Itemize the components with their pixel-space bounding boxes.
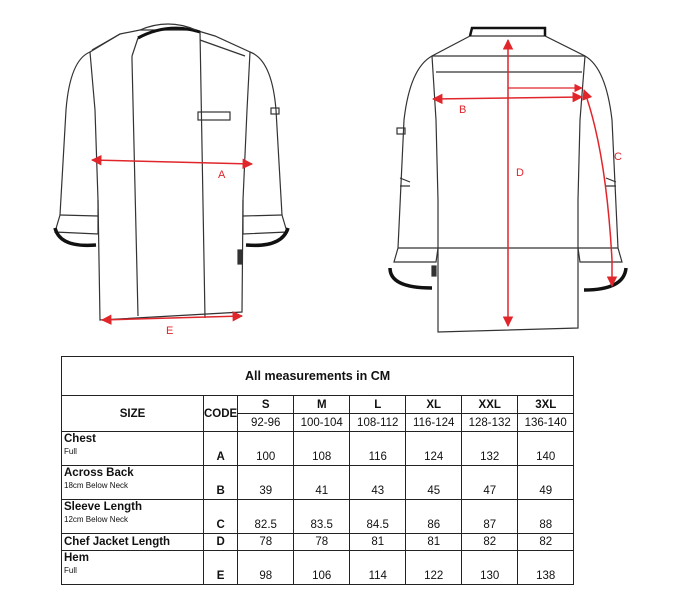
table-row xyxy=(62,551,574,585)
back-right-cuff xyxy=(584,268,626,290)
back-left-sleeve xyxy=(394,56,438,262)
row-note: 18cm Below Neck xyxy=(64,481,129,490)
cell-value: 78 xyxy=(238,534,294,551)
cell-value: 84.5 xyxy=(350,500,406,534)
row-name: Hem xyxy=(64,552,89,564)
cell-value: 87 xyxy=(462,500,518,534)
size-header: SIZE xyxy=(62,396,204,432)
row-note: 12cm Below Neck xyxy=(64,515,129,524)
cell-value: 108 xyxy=(294,432,350,466)
range-l: 108-112 xyxy=(350,414,406,432)
size-3xl: 3XL xyxy=(518,396,574,414)
cell-value: 140 xyxy=(518,432,574,466)
chest-pocket xyxy=(198,112,230,120)
row-label xyxy=(62,432,204,466)
cell-value: 114 xyxy=(350,551,406,585)
row-code: C xyxy=(204,500,238,534)
measure-a xyxy=(92,160,252,181)
table-row xyxy=(62,500,574,534)
cell-value: 47 xyxy=(462,466,518,500)
row-note: Full xyxy=(64,566,77,575)
measure-d xyxy=(508,40,524,326)
cell-value: 81 xyxy=(406,534,462,551)
row-name: Chest xyxy=(64,433,96,445)
range-3xl: 136-140 xyxy=(518,414,574,432)
cell-value: 98 xyxy=(238,551,294,585)
row-code: B xyxy=(204,466,238,500)
row-label xyxy=(62,466,204,500)
row-note: Full xyxy=(64,447,77,456)
size-m: M xyxy=(294,396,350,414)
range-xxl: 128-132 xyxy=(462,414,518,432)
row-label xyxy=(62,551,204,585)
row-name: Chef Jacket Length xyxy=(64,536,171,548)
cell-value: 100 xyxy=(238,432,294,466)
back-collar xyxy=(470,28,545,36)
code-header: CODE xyxy=(204,396,238,432)
cell-value: 81 xyxy=(350,534,406,551)
table-row xyxy=(62,432,574,466)
cell-value: 49 xyxy=(518,466,574,500)
cell-value: 116 xyxy=(350,432,406,466)
cell-value: 82 xyxy=(462,534,518,551)
cell-value: 106 xyxy=(294,551,350,585)
cell-value: 138 xyxy=(518,551,574,585)
row-code: D xyxy=(204,534,238,551)
row-code: E xyxy=(204,551,238,585)
table-row xyxy=(62,466,574,500)
size-chart-table xyxy=(61,356,574,585)
front-left-cuff xyxy=(55,228,96,245)
label-a: A xyxy=(218,169,226,181)
range-m: 100-104 xyxy=(294,414,350,432)
row-label xyxy=(62,534,204,551)
front-left-sleeve xyxy=(55,52,98,234)
size-s: S xyxy=(238,396,294,414)
row-code: A xyxy=(204,432,238,466)
row-name: Sleeve Length xyxy=(64,501,142,513)
size-header-row xyxy=(62,396,574,414)
cell-value: 122 xyxy=(406,551,462,585)
cell-value: 45 xyxy=(406,466,462,500)
cell-value: 82.5 xyxy=(238,500,294,534)
cell-value: 83.5 xyxy=(294,500,350,534)
size-xl: XL xyxy=(406,396,462,414)
size-xxl: XXL xyxy=(462,396,518,414)
cell-value: 82 xyxy=(518,534,574,551)
cell-value: 130 xyxy=(462,551,518,585)
label-c: C xyxy=(614,151,622,163)
range-s: 92-96 xyxy=(238,414,294,432)
row-label xyxy=(62,500,204,534)
label-e: E xyxy=(166,325,174,337)
cell-value: 43 xyxy=(350,466,406,500)
cell-value: 86 xyxy=(406,500,462,534)
range-xl: 116-124 xyxy=(406,414,462,432)
label-b: B xyxy=(459,104,467,116)
cell-value: 132 xyxy=(462,432,518,466)
front-body-outline xyxy=(90,30,250,320)
table-title: All measurements in CM xyxy=(62,357,574,396)
back-left-cuff xyxy=(390,268,432,288)
front-right-sleeve xyxy=(243,52,287,234)
cell-value: 78 xyxy=(294,534,350,551)
table-row xyxy=(62,534,574,551)
cell-value: 41 xyxy=(294,466,350,500)
label-d: D xyxy=(516,167,524,179)
front-right-cuff xyxy=(246,228,288,245)
cell-value: 124 xyxy=(406,432,462,466)
table-title-row xyxy=(62,357,574,396)
size-l: L xyxy=(350,396,406,414)
measure-c xyxy=(584,90,622,286)
measure-e xyxy=(102,316,242,337)
cell-value: 88 xyxy=(518,500,574,534)
front-placket xyxy=(132,56,138,316)
cell-value: 39 xyxy=(238,466,294,500)
row-name: Across Back xyxy=(64,467,134,479)
front-view xyxy=(55,24,288,320)
